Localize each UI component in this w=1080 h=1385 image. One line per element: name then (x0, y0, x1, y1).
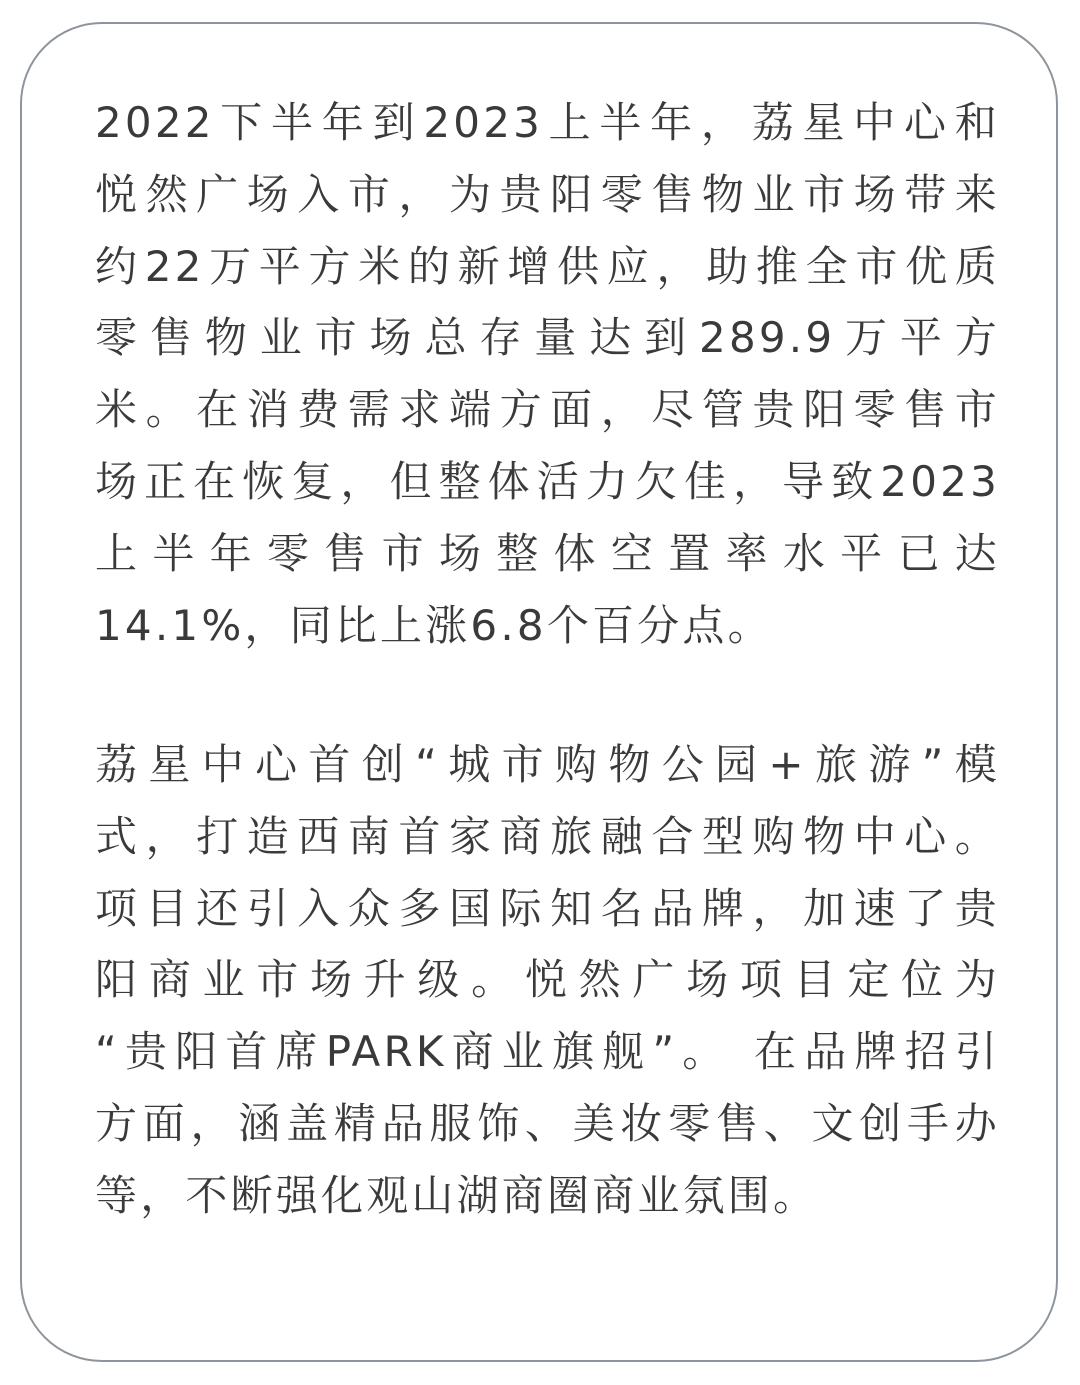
text-line: 式，打造西南首家商旅融合型购物中心。 (95, 811, 1000, 861)
text-line: 米。在消费需求端方面，尽管贵阳零售市 (95, 385, 1000, 435)
text-line: 零售物业市场总存量达到289.9万平方 (95, 313, 1000, 363)
paragraph-retail-supply (95, 87, 1000, 661)
paragraph-projects (95, 729, 1000, 1232)
text-line: 场正在恢复，但整体活力欠佳，导致2023 (95, 456, 1000, 506)
text-line: 悦然广场入市，为贵阳零售物业市场带来 (95, 169, 1000, 219)
text-line: 方面，涵盖精品服饰、美妆零售、文创手办 (95, 1098, 1000, 1148)
text-line: 项目还引入众多国际知名品牌，加速了贵 (95, 883, 1000, 933)
text-line: 约22万平方米的新增供应，助推全市优质 (95, 241, 1000, 291)
text-line: 上半年零售市场整体空置率水平已达 (95, 528, 1000, 578)
text-line: 荔星中心首创“城市购物公园+旅游”模 (95, 740, 1000, 789)
text-line: 等，不断强化观山湖商圈商业氛围。 (95, 1170, 819, 1220)
text-line: 阳商业市场升级。悦然广场项目定位为 (95, 955, 1000, 1005)
text-line: 14.1%，同比上涨6.8个百分点。 (95, 600, 773, 650)
text-line: “贵阳首席PARK商业旗舰”。 在品牌招引 (95, 1027, 1000, 1077)
text-line: 2022下半年到2023上半年，荔星中心和 (95, 98, 1000, 147)
